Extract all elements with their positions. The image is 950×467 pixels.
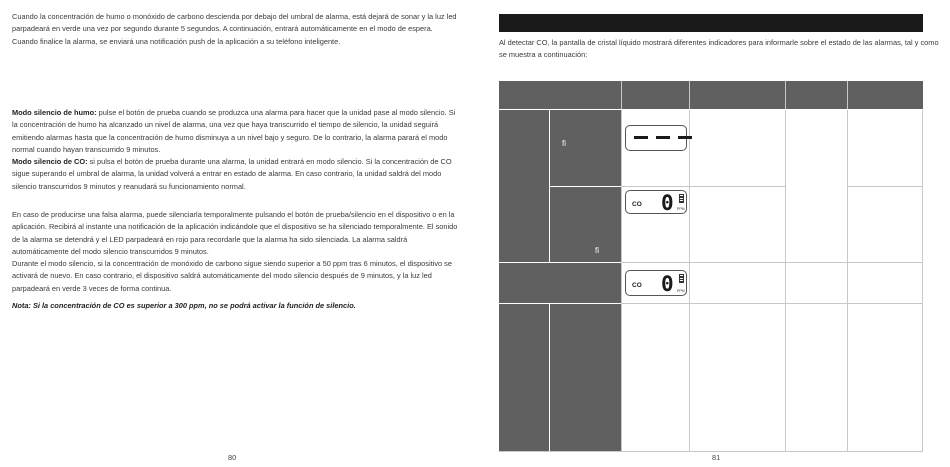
row-label-glyph: fi [595, 246, 599, 255]
smoke-silence-text: pulse el botón de prueba cuando se produzca una alarma para hacer que la unidad pase al modo silencio. Si la concentración de humo ha alcanzado un nivel de alarma, una vez que haya transcurrido el tiempo de silencio, la unidad seguirá emitiendo alarmas hasta que la concentración de humo disminuya a un nivel bajo y seguro. De lo contrario, la alarma parará el modo normal cuando hayan transcurrido 9 minutos. [12, 108, 456, 154]
row-group-label-cell [499, 110, 549, 262]
lcd-digit: 0 [661, 191, 674, 215]
table-bottom-line [499, 451, 923, 452]
row-label-cell [550, 110, 621, 186]
table-column-line [922, 110, 923, 452]
co-silence-paragraph [12, 156, 460, 193]
lcd-co-display [625, 270, 687, 296]
page-number-left: 80 [228, 453, 237, 462]
false-alarm-paragraph: En caso de producirse una falsa alarma, puede silenciarla temporalmente pulsando el botón de prueba/silencio en el dispositivo o en la aplicación. Recibirá al instante una notificación de la aplicación indicándole que el dispositivo se ha silenciado temporalmente. El sonido de la alarma se detendrá y el LED parpadeará en rojo para recordarle que la alarma ha sido silenciada. La alarma saldrá automáticamente del modo silencio transcurridos 9 minutos. [12, 210, 458, 256]
table-row-line [621, 186, 785, 187]
row-group-label-cell [499, 304, 549, 452]
right-page [475, 0, 950, 467]
battery-icon [679, 274, 684, 283]
smoke-silence-paragraph [12, 107, 460, 156]
table-row-line [621, 303, 923, 304]
smoke-silence-label: Modo silencio de humo: [12, 108, 97, 117]
dash-segments [634, 136, 692, 139]
lcd-unit: PPM [677, 289, 685, 293]
row-label-cell [550, 304, 621, 452]
co-silence-label: Modo silencio de CO: [12, 157, 88, 166]
row-label-glyph: fi [562, 139, 566, 148]
battery-icon [679, 194, 684, 203]
header-divider [847, 81, 848, 109]
table-row-line [847, 186, 923, 187]
table-row-line [621, 262, 923, 263]
table-column-line [785, 110, 786, 452]
lcd-co-label: CO [632, 201, 642, 208]
co-silence-text: si pulsa el botón de prueba durante una alarma, la unidad entrará en modo silencio. Si la concentración de CO sigue superando el umbral de alarma, la unidad volverá a entrar en estado de alarma. En caso contrario, la unidad saldrá del modo silencio transcurridos 9 minutos y reanudará su funcionamiento normal. [12, 157, 452, 191]
lcd-co-label: CO [632, 282, 642, 289]
section-title-bar [499, 14, 923, 32]
lcd-dashes-display [625, 125, 687, 151]
during-silence-paragraph: Durante el modo silencio, si la concentración de monóxido de carbono sigue siendo superior a 50 ppm tras 6 minutos, el dispositivo se activará de nuevo. En caso contrario, el dispositivo saldrá automáticamente del modo silencio después de 9 minutos, y la luz led parpadeará en verde 3 veces de forma continua. [12, 259, 452, 293]
alarm-end-paragraph: Cuando la concentración de humo o monóxido de carbono descienda por debajo del umbral de alarma, está dejará de sonar y la luz led parpadeará en verde una vez por segundo durante 5 segundos. A continuación, entrará automáticamente en el modo de espera. Cuando finalice la alarma, se enviará una notificación push de la aplicación a su teléfono inteligente. [12, 12, 457, 46]
lcd-intro-paragraph: Al detectar CO, la pantalla de cristal líquido mostrará diferentes indicadores para informarle sobre el estado de las alarmas, tal y como se muestra a continuación: [499, 38, 939, 59]
lcd-co-display [625, 190, 687, 214]
header-divider [621, 81, 622, 109]
header-divider [689, 81, 690, 109]
row-label-cell [550, 187, 621, 262]
page-number-right: 81 [712, 453, 721, 462]
header-divider [785, 81, 786, 109]
table-column-line [621, 110, 622, 452]
row-label-cell [499, 263, 621, 303]
table-header-row [499, 81, 923, 109]
lcd-unit: PPM [677, 207, 685, 211]
note-text: Nota: Si la concentración de CO es superior a 300 ppm, no se podrá activar la función de silencio. [12, 301, 356, 310]
table-column-line [689, 110, 690, 452]
table-column-line [847, 110, 848, 452]
lcd-digit: 0 [661, 272, 674, 296]
